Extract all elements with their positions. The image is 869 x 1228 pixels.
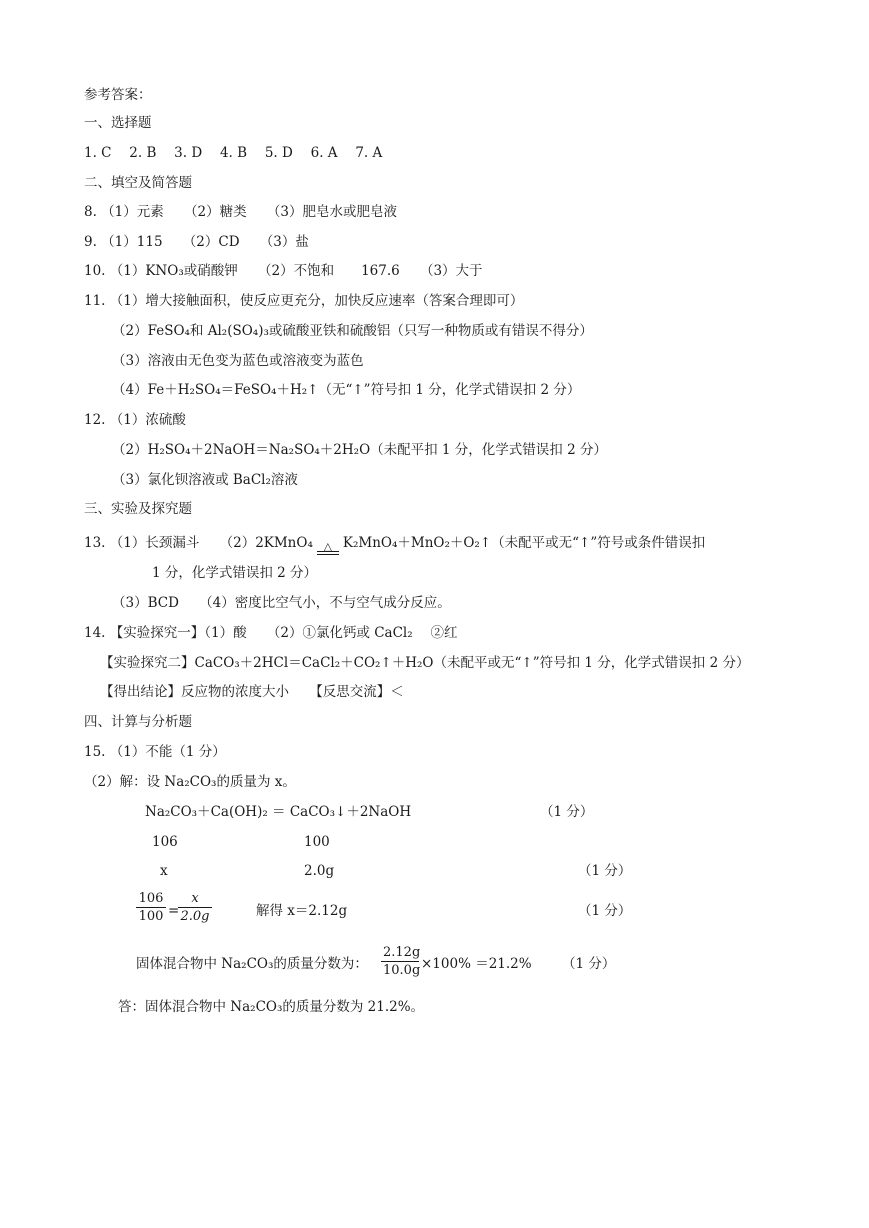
ratio-left-fraction bbox=[136, 891, 166, 924]
fraction-bar bbox=[178, 907, 212, 908]
answer-q11-2: （2）FeSO₄和 Al₂(SO₄)₃或硫酸亚铁和硫酸铝（只写一种物质或有错误不得分） bbox=[112, 323, 593, 339]
mass-fraction-denominator: 10.0g bbox=[383, 963, 421, 978]
ratio-right-fraction bbox=[178, 891, 212, 924]
answer-q10: 10. （1）KNO₃或硝酸钾 （2）不饱和 167.6 （3）大于 bbox=[84, 263, 483, 279]
section-title-fill: 二、填空及简答题 bbox=[84, 175, 192, 191]
mass-fraction bbox=[381, 945, 419, 978]
ratio-equals: = bbox=[168, 903, 180, 919]
equation-points: （1 分） bbox=[540, 804, 594, 820]
answer-q12-3: （3）氯化钡溶液或 BaCl₂溶液 bbox=[112, 472, 298, 488]
solve-points: （1 分） bbox=[578, 903, 632, 919]
heating-condition bbox=[317, 542, 339, 555]
fraction-bar bbox=[381, 961, 419, 962]
mass-fraction-numerator: 2.12g bbox=[383, 945, 421, 960]
mass-row-points: （1 分） bbox=[578, 863, 632, 879]
answer-q14-3: 【得出结论】反应物的浓度大小 【反思交流】＜ bbox=[100, 684, 404, 700]
answer-q15-1: 15. （1）不能（1 分） bbox=[84, 744, 226, 760]
section-title-experiment: 三、实验及探究题 bbox=[84, 501, 192, 517]
answer-q14-1: 14. 【实验探究一】（1）酸 （2）①氯化钙或 CaCl₂ ②红 bbox=[84, 625, 458, 641]
answer-q8: 8. （1）元素 （2）糖类 （3）肥皂水或肥皂液 bbox=[84, 204, 397, 220]
mass-fraction-result: ×100% ＝21.2% bbox=[421, 956, 532, 972]
reaction-equation: Na₂CO₃＋Ca(OH)₂ ＝ CaCO₃↓＋2NaOH bbox=[145, 804, 412, 820]
answer-q9: 9. （1）115 （2）CD （3）盐 bbox=[84, 234, 309, 250]
answer-q15-2: （2）解：设 Na₂CO₃的质量为 x。 bbox=[84, 774, 296, 790]
final-answer: 答：固体混合物中 Na₂CO₃的质量分数为 21.2%。 bbox=[118, 999, 425, 1015]
section-title-calculation: 四、计算与分析题 bbox=[84, 714, 192, 730]
answer-q12-2: （2）H₂SO₄＋2NaOH＝Na₂SO₄＋2H₂O（未配平扣 1 分，化学式错误扣 2 分） bbox=[112, 442, 607, 458]
q13-part-a: 13. （1）长颈漏斗 （2）2KMnO₄ bbox=[84, 535, 313, 551]
mass-fraction-label: 固体混合物中 Na₂CO₃的质量分数为： bbox=[136, 956, 368, 972]
molar-mass-na2co3: 106 bbox=[152, 834, 178, 850]
answer-q13-line3: （3）BCD （4）密度比空气小，不与空气成分反应。 bbox=[112, 595, 451, 611]
answer-q11-1: 11. （1）增大接触面积，使反应更充分，加快反应速率（答案合理即可） bbox=[84, 293, 524, 309]
ratio-right-denominator: 2.0g bbox=[180, 909, 210, 924]
answer-q12-1: 12. （1）浓硫酸 bbox=[84, 412, 186, 428]
unknown-mass: x bbox=[160, 863, 168, 879]
ratio-right-numerator: x bbox=[191, 891, 199, 906]
fraction-bar bbox=[136, 907, 166, 908]
q13-part-b: K₂MnO₄＋MnO₂＋O₂↑（未配平或无“↑”符号或条件错误扣 bbox=[342, 535, 706, 551]
answer-key-header: 参考答案： bbox=[84, 87, 152, 103]
answer-q14-2: 【实验探究二】CaCO₃＋2HCl＝CaCl₂＋CO₂↑＋H₂O（未配平或无“↑”符号扣 1 分，化学式错误扣 2 分） bbox=[100, 655, 750, 671]
answer-q13-line1 bbox=[84, 534, 705, 555]
molar-mass-caco3: 100 bbox=[304, 834, 330, 850]
ratio-left-numerator: 106 bbox=[138, 891, 164, 906]
ratio-left-denominator: 100 bbox=[138, 909, 164, 924]
heating-triangle-icon: △ bbox=[323, 540, 333, 553]
answer-q13-line2: 1 分，化学式错误扣 2 分） bbox=[152, 565, 318, 581]
solve-result: 解得 x＝2.12g bbox=[256, 903, 348, 919]
known-mass: 2.0g bbox=[304, 863, 335, 879]
answer-q11-3: （3）溶液由无色变为蓝色或溶液变为蓝色 bbox=[112, 353, 364, 369]
choice-answers: 1. C 2. B 3. D 4. B 5. D 6. A 7. A bbox=[84, 145, 383, 161]
answer-q11-4: （4）Fe＋H₂SO₄＝FeSO₄＋H₂↑（无“↑”符号扣 1 分，化学式错误扣 2 分） bbox=[112, 382, 581, 398]
mass-fraction-points: （1 分） bbox=[562, 956, 616, 972]
section-title-choice: 一、选择题 bbox=[84, 115, 152, 131]
